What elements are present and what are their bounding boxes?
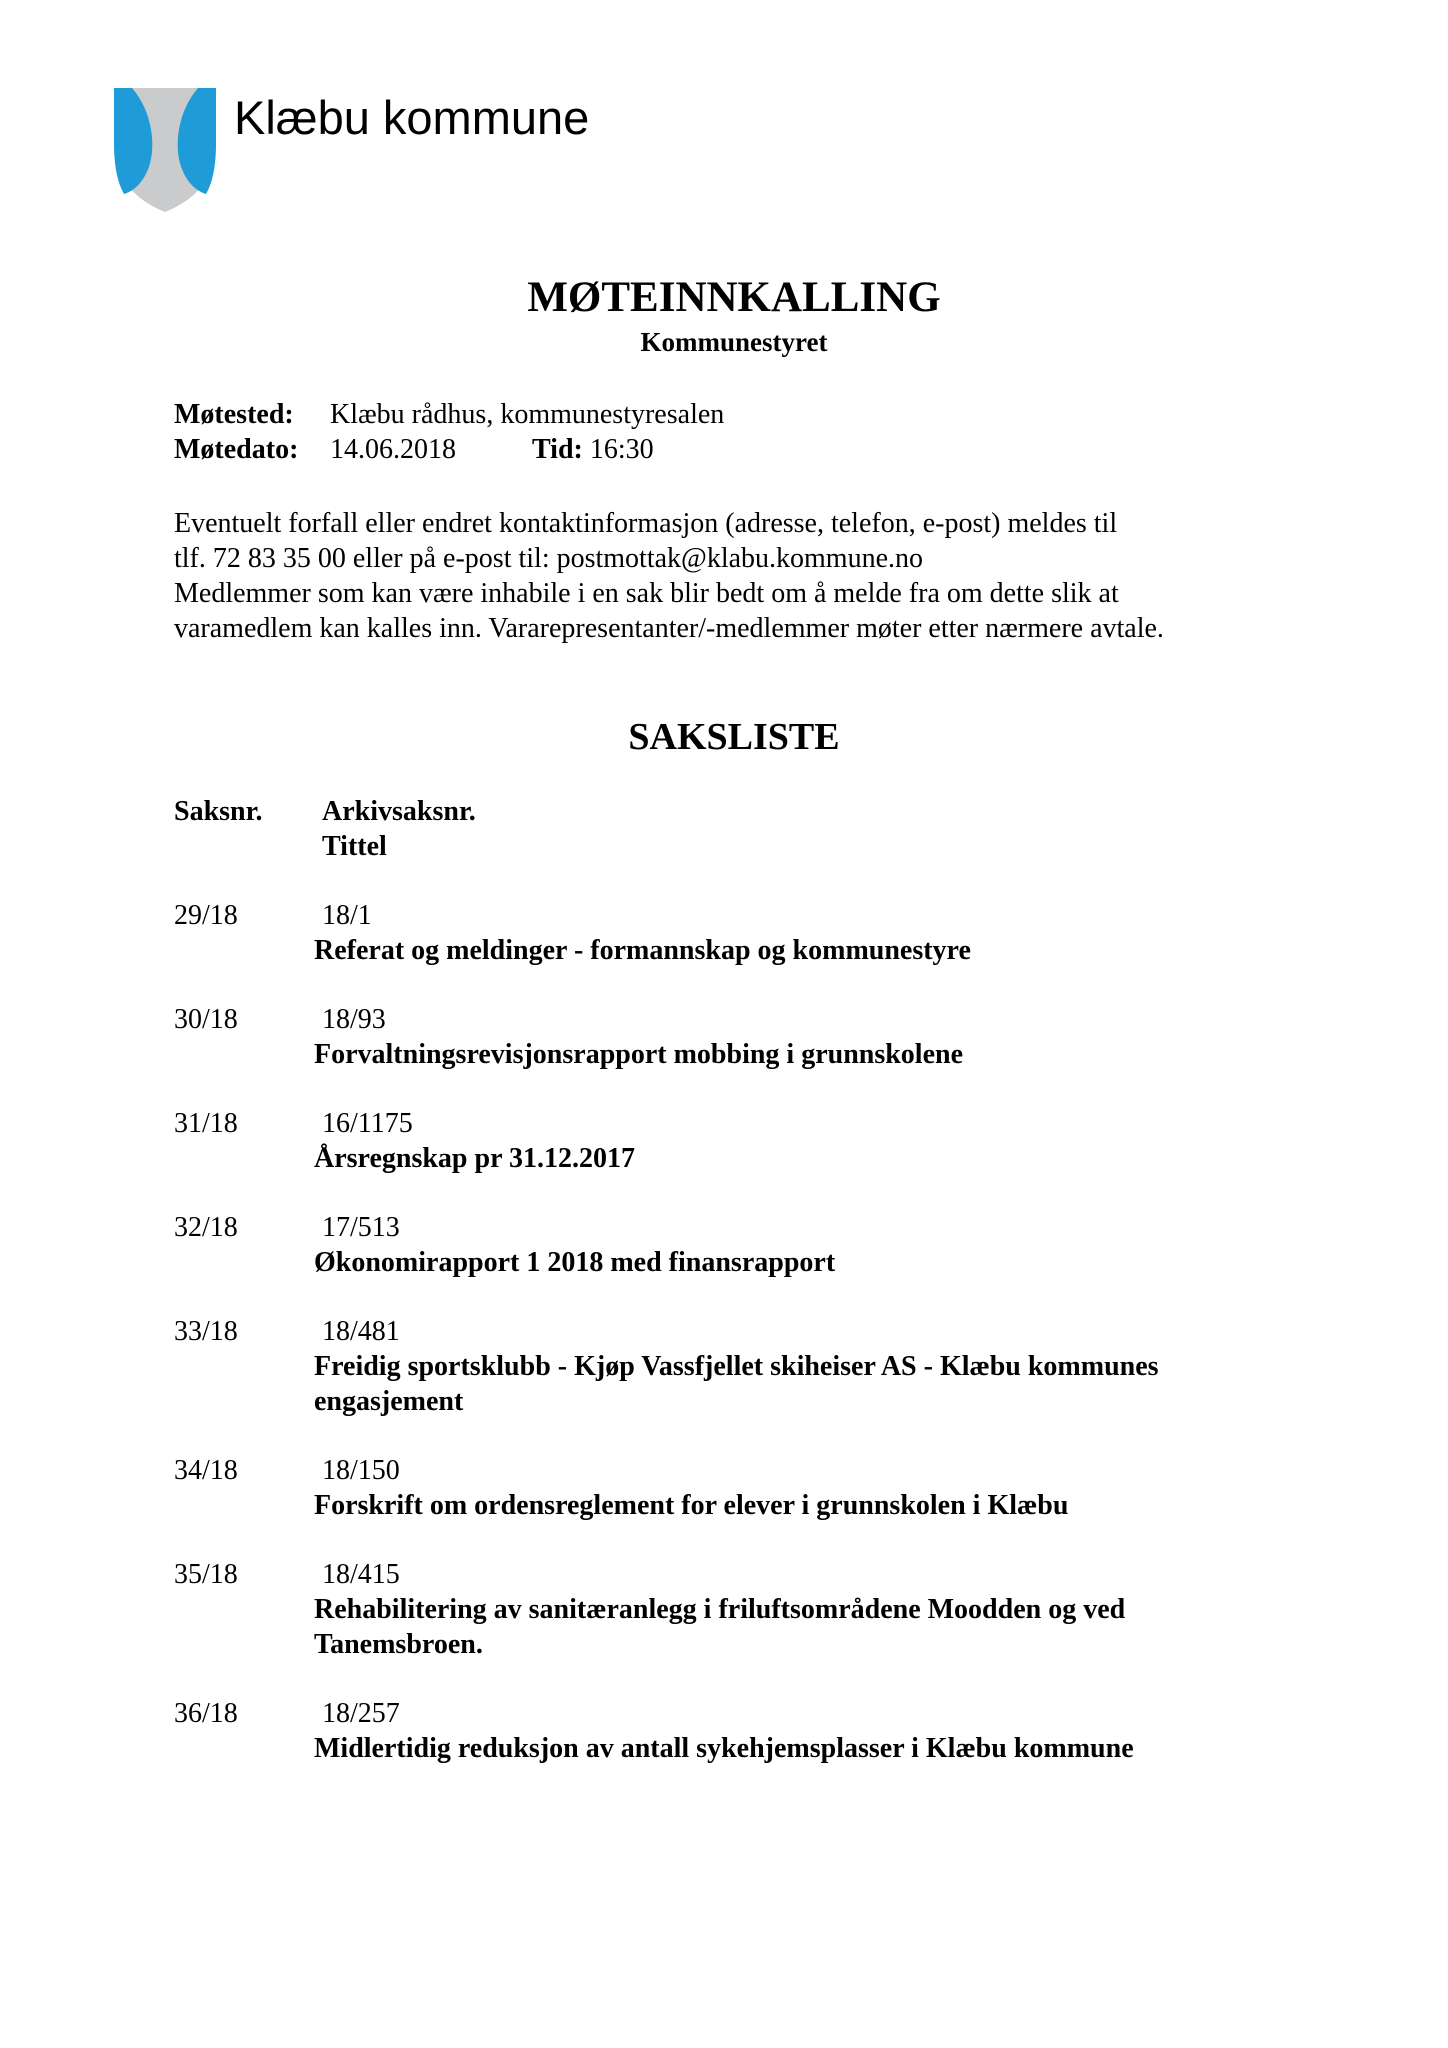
item-arkivsaksnr: 18/1 bbox=[322, 900, 372, 931]
agenda-item bbox=[174, 1453, 1294, 1523]
item-saksnr: 33/18 bbox=[174, 1316, 238, 1347]
meeting-date-row bbox=[174, 432, 654, 468]
item-title: Midlertidig reduksjon av antall sykehjemsplasser i Klæbu kommune bbox=[314, 1733, 1134, 1764]
item-title: Freidig sportsklubb - Kjøp Vassfjellet skiheiser AS - Klæbu kommunes engasjement bbox=[314, 1351, 1159, 1417]
meeting-time-value: 16:30 bbox=[589, 434, 654, 465]
item-arkivsaksnr: 16/1175 bbox=[322, 1108, 413, 1139]
agenda-item bbox=[174, 1210, 1294, 1280]
notice-line: Eventuelt forfall eller endret kontaktinformasjon (adresse, telefon, e-post) meldes til bbox=[174, 508, 1118, 539]
item-saksnr: 31/18 bbox=[174, 1108, 238, 1139]
item-arkivsaksnr: 18/93 bbox=[322, 1004, 386, 1035]
item-arkivsaksnr: 18/481 bbox=[322, 1316, 400, 1347]
notice-line: tlf. 72 83 35 00 eller på e-post til: postmottak@klabu.kommune.no bbox=[174, 543, 924, 574]
item-title: Forvaltningsrevisjonsrapport mobbing i grunnskolene bbox=[314, 1039, 964, 1070]
item-saksnr: 35/18 bbox=[174, 1559, 238, 1590]
item-title: Årsregnskap pr 31.12.2017 bbox=[314, 1143, 636, 1174]
item-saksnr: 34/18 bbox=[174, 1455, 238, 1486]
agenda-item bbox=[174, 1557, 1294, 1662]
meeting-time-label: Tid: bbox=[532, 434, 583, 465]
agenda-item bbox=[174, 1002, 1294, 1072]
meeting-place-value: Klæbu rådhus, kommunestyresalen bbox=[330, 399, 725, 430]
notice-paragraph bbox=[174, 506, 1294, 646]
item-title: Forskrift om ordensreglement for elever i grunnskolen i Klæbu bbox=[314, 1490, 1069, 1521]
item-arkivsaksnr: 17/513 bbox=[322, 1212, 400, 1243]
item-arkivsaksnr: 18/257 bbox=[322, 1698, 400, 1729]
document-subtitle: Kommunestyret bbox=[640, 327, 828, 357]
klaebu-coat-of-arms-icon bbox=[112, 86, 218, 214]
meeting-date-label: Møtedato: bbox=[174, 434, 299, 465]
agenda-header bbox=[174, 794, 1294, 866]
agenda-list bbox=[174, 794, 1294, 1800]
meeting-place-label: Møtested: bbox=[174, 399, 294, 430]
notice-line: varamedlem kan kalles inn. Vararepresentanter/-medlemmer møter etter nærmere avtale. bbox=[174, 613, 1164, 644]
header-arkivsaksnr: Arkivsaksnr. bbox=[322, 796, 476, 827]
agenda-section-title: SAKSLISTE bbox=[628, 716, 840, 758]
agenda-item bbox=[174, 1106, 1294, 1176]
notice-line: Medlemmer som kan være inhabile i en sak blir bedt om å melde fra om dette slik at bbox=[174, 578, 1119, 609]
document-title: MØTEINNKALLING bbox=[527, 274, 941, 321]
agenda-item bbox=[174, 1696, 1294, 1766]
item-saksnr: 30/18 bbox=[174, 1004, 238, 1035]
meeting-place-row bbox=[174, 397, 724, 433]
item-title: Økonomirapport 1 2018 med finansrapport bbox=[314, 1247, 836, 1278]
agenda-item bbox=[174, 898, 1294, 968]
agenda-items bbox=[174, 898, 1294, 1766]
header-saksnr: Saksnr. bbox=[174, 796, 263, 827]
item-title: Referat og meldinger - formannskap og kommunestyre bbox=[314, 935, 971, 966]
item-arkivsaksnr: 18/150 bbox=[322, 1455, 400, 1486]
item-arkivsaksnr: 18/415 bbox=[322, 1559, 400, 1590]
item-saksnr: 32/18 bbox=[174, 1212, 238, 1243]
agenda-item bbox=[174, 1314, 1294, 1419]
organization-name: Klæbu kommune bbox=[234, 91, 590, 144]
item-saksnr: 29/18 bbox=[174, 900, 238, 931]
item-saksnr: 36/18 bbox=[174, 1698, 238, 1729]
item-title: Rehabilitering av sanitæranlegg i friluftsområdene Moodden og ved Tanemsbroen. bbox=[314, 1594, 1126, 1660]
meeting-date-value: 14.06.2018 bbox=[330, 434, 456, 465]
header-tittel: Tittel bbox=[322, 831, 387, 862]
